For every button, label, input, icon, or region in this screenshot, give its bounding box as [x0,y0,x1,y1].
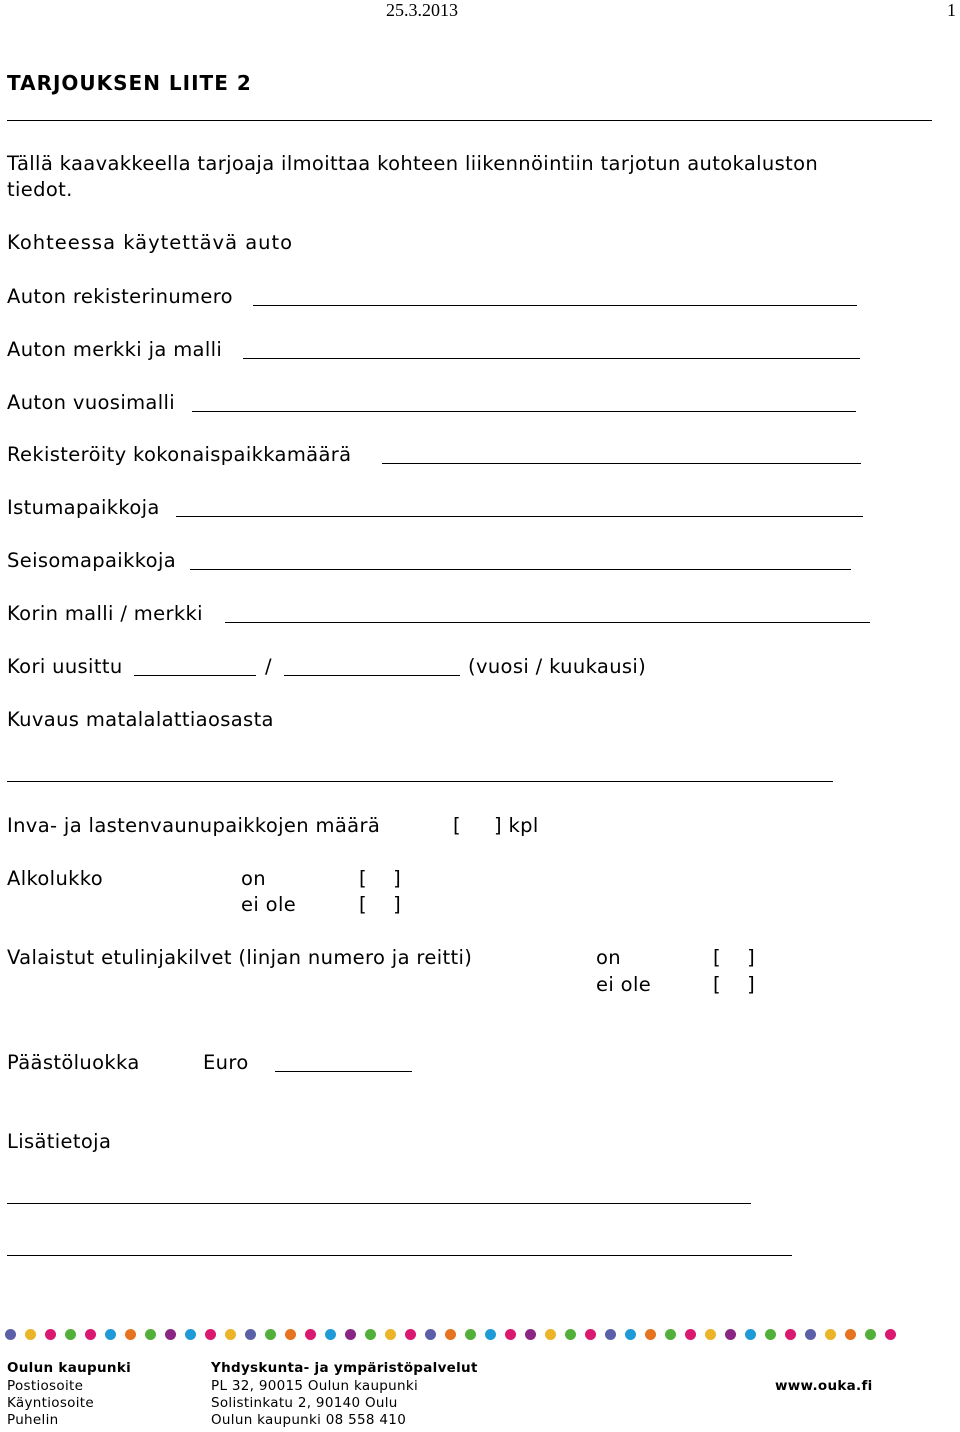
decorative-dot [645,1329,656,1340]
decorative-dot [105,1329,116,1340]
field-label-body-renewed: Kori uusittu [7,655,123,678]
decorative-dot [225,1329,236,1340]
field-label-wheelchair-count: Inva- ja lastenvaunupaikkojen määrä [7,814,381,837]
document-title: TARJOUKSEN LIITE 2 [7,71,252,95]
field-line-make-model[interactable] [243,358,860,359]
intro-line-1: Tällä kaavakkeella tarjoaja ilmoittaa kohteen liikennöintiin tarjotun autokaluston [7,152,819,175]
field-label-total-capacity: Rekisteröity kokonaispaikkamäärä [7,443,352,466]
decorative-dot [725,1329,736,1340]
field-line-seats[interactable] [176,516,863,517]
field-line-standing[interactable] [190,569,851,570]
field-label-make-model: Auton merkki ja malli [7,338,223,361]
field-line-model-year[interactable] [192,411,856,412]
field-line-registration[interactable] [253,305,857,306]
decorative-dot [45,1329,56,1340]
field-label-lit-signs: Valaistut etulinjakilvet (linjan numero ja reitti) [7,946,473,969]
decorative-dot [685,1329,696,1340]
decorative-dot [305,1329,316,1340]
field-label-additional-info: Lisätietoja [7,1130,112,1153]
field-line-emission-class[interactable] [275,1071,412,1072]
decorative-dot [445,1329,456,1340]
alcolock-on-checkbox[interactable]: [ ] [359,867,402,890]
decorative-dot [245,1329,256,1340]
decorative-dot [145,1329,156,1340]
lit-signs-on-checkbox[interactable]: [ ] [713,946,756,969]
decorative-dot [625,1329,636,1340]
field-line-body-model[interactable] [225,622,870,623]
field-label-body-model: Korin malli / merkki [7,602,203,625]
alcolock-on-label: on [241,867,266,890]
decorative-dot [525,1329,536,1340]
footer-org: Oulun kaupunki [7,1360,132,1376]
decorative-dot [785,1329,796,1340]
decorative-dot [585,1329,596,1340]
field-label-model-year: Auton vuosimalli [7,391,176,414]
decorative-dot [865,1329,876,1340]
decorative-dot [365,1329,376,1340]
field-label-alcolock: Alkolukko [7,867,104,890]
decorative-dot [25,1329,36,1340]
euro-label: Euro [203,1051,249,1074]
field-label-standing: Seisomapaikkoja [7,549,177,572]
decorative-dot [65,1329,76,1340]
field-line-body-renewed-month[interactable] [284,675,460,676]
wheelchair-bracket-close: ] kpl [494,814,539,837]
field-line-additional-info-2[interactable] [7,1255,792,1256]
decorative-dot [505,1329,516,1340]
body-renewed-unit: (vuosi / kuukausi) [468,655,647,678]
decorative-dot [485,1329,496,1340]
wheelchair-bracket-open: [ [453,814,461,837]
alcolock-off-checkbox[interactable]: [ ] [359,893,402,916]
decorative-dot [405,1329,416,1340]
decorative-dot [285,1329,296,1340]
decorative-dot [665,1329,676,1340]
footer-phone-label: Puhelin [7,1412,59,1428]
decorative-dot [565,1329,576,1340]
decorative-dot [805,1329,816,1340]
footer-website[interactable]: www.ouka.fi [775,1378,873,1394]
footer-postal-label: Postiosoite [7,1378,84,1394]
lit-signs-off-label: ei ole [596,973,652,996]
field-label-seats: Istumapaikkoja [7,496,160,519]
decorative-dot [845,1329,856,1340]
lit-signs-off-checkbox[interactable]: [ ] [713,973,756,996]
decorative-dot [745,1329,756,1340]
alcolock-off-label: ei ole [241,893,297,916]
field-line-body-renewed-year[interactable] [134,675,256,676]
field-label-emission-class: Päästöluokka [7,1051,140,1074]
page-number: 1 [947,0,956,20]
decorative-dot [165,1329,176,1340]
footer-visit-value: Solistinkatu 2, 90140 Oulu [211,1395,398,1411]
decorative-dot [605,1329,616,1340]
decorative-dot [345,1329,356,1340]
decorative-dot [825,1329,836,1340]
decorative-dot [545,1329,556,1340]
decorative-dot [5,1329,16,1340]
decorative-dot [205,1329,216,1340]
field-line-low-floor[interactable] [7,781,833,782]
document-date: 25.3.2013 [386,0,458,20]
field-label-low-floor: Kuvaus matalalattiaosasta [7,708,274,731]
decorative-dot [425,1329,436,1340]
field-label-registration: Auton rekisterinumero [7,285,233,308]
decorative-dot [325,1329,336,1340]
decorative-dot [125,1329,136,1340]
intro-line-2: tiedot. [7,178,73,201]
field-line-total-capacity[interactable] [382,463,861,464]
decorative-dot [705,1329,716,1340]
decorative-dot [265,1329,276,1340]
title-rule [7,120,932,121]
footer-dept: Yhdyskunta- ja ympäristöpalvelut [211,1360,478,1376]
decorative-dot [185,1329,196,1340]
decorative-dot [465,1329,476,1340]
footer-visit-label: Käyntiosoite [7,1395,94,1411]
decorative-dot [765,1329,776,1340]
footer-postal-value: PL 32, 90015 Oulun kaupunki [211,1378,419,1394]
decorative-dot [385,1329,396,1340]
lit-signs-on-label: on [596,946,621,969]
footer-phone-value: Oulun kaupunki 08 558 410 [211,1412,407,1428]
decorative-dot [885,1329,896,1340]
field-line-additional-info-1[interactable] [7,1203,751,1204]
body-renewed-separator: / [265,655,272,678]
section-heading: Kohteessa käytettävä auto [7,231,294,254]
decorative-dot [85,1329,96,1340]
